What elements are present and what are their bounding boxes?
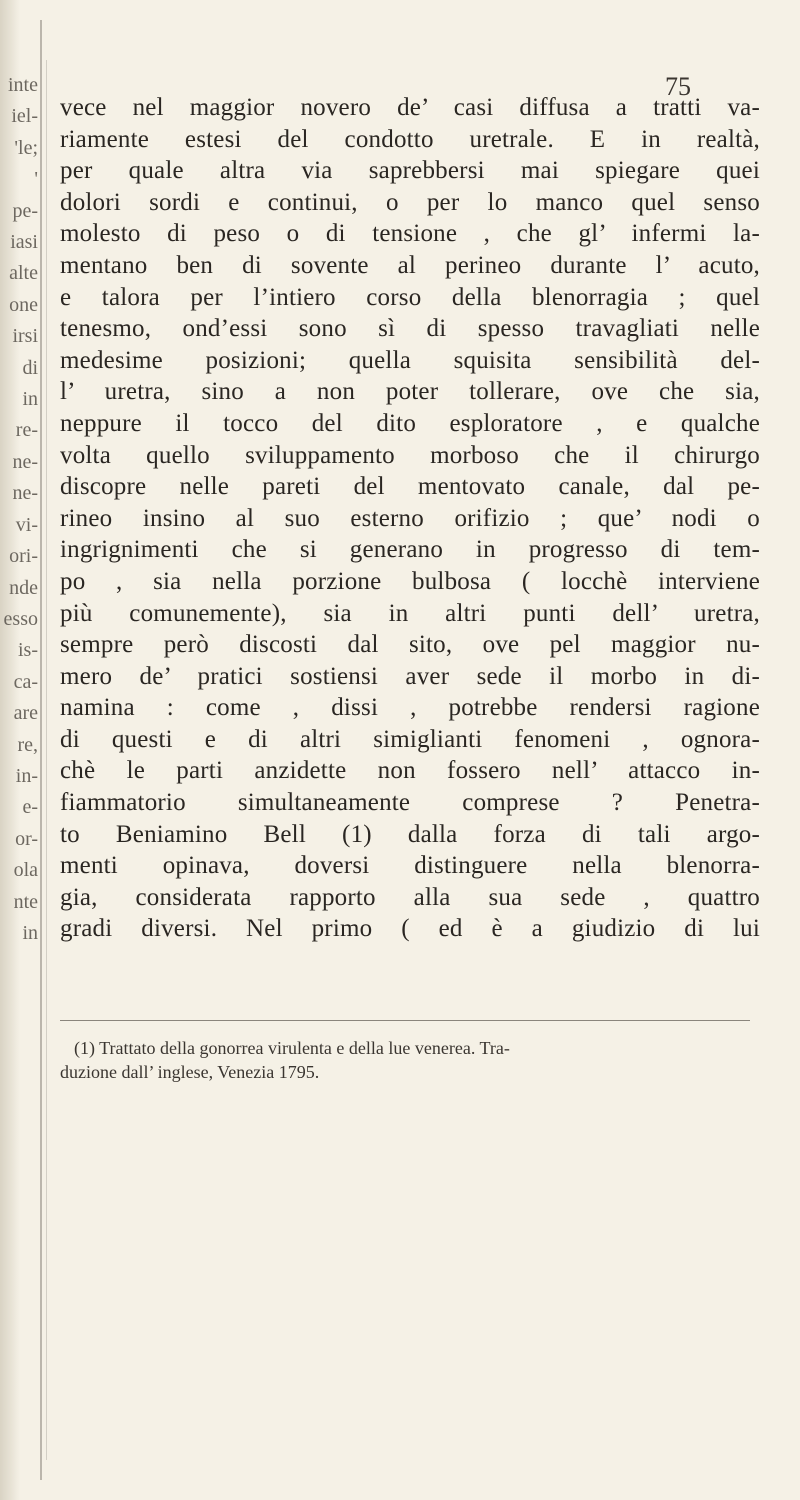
facing-page-fragment: in — [22, 388, 38, 411]
facing-page-fragment: alte — [9, 262, 38, 285]
facing-page-fragment: in — [22, 921, 38, 944]
text-line: vece nel maggior novero de’ casi diffusa a tratti va- — [60, 94, 760, 121]
text-line: gia, considerata rapporto alla sua sede , quattro — [60, 883, 760, 911]
facing-page-fragment: di — [22, 356, 38, 379]
text-line: po , sia nella porzione bulbosa ( locchè interviene — [60, 567, 760, 595]
facing-page-fragment: nte — [13, 890, 38, 913]
facing-page-fragment: nde — [9, 576, 38, 599]
facing-page-fragment: ola — [13, 859, 38, 882]
facing-page-fragment: vi- — [15, 513, 38, 536]
text-line: di questi e di altri simiglianti fenomeni , ognora- — [60, 725, 760, 753]
text-line: ingrignimenti che si generano in progresso di tem- — [60, 536, 760, 564]
facing-page-fragment: re- — [15, 419, 38, 442]
text-line: fiammatorio simultaneamente comprese ? Penetra- — [60, 789, 760, 817]
text-line: rineo insino al suo esterno orifizio ; que’ nodi o — [60, 504, 760, 532]
text-line: neppure il tocco del dito esploratore , e qualche — [60, 409, 760, 437]
text-line: l’ uretra, sino a non poter tollerare, ove che sia, — [60, 378, 760, 406]
facing-page-fragment: ' — [34, 168, 38, 191]
text-line: dolori sordi e continui, o per lo manco quel senso — [60, 188, 760, 216]
footnote-separator — [60, 1020, 750, 1021]
text-line: più comunemente), sia in altri punti dell’ uretra, — [60, 599, 760, 627]
text-line: mentano ben di sovente al perineo durante l’ acuto, — [60, 251, 760, 279]
facing-page-fragment: ne- — [12, 482, 38, 505]
footnote — [60, 1036, 760, 1084]
text-line: molesto di peso o di tensione , che gl’ infermi la- — [60, 220, 760, 248]
binding-edge-line-secondary — [46, 60, 47, 1460]
facing-page-fragment: in- — [15, 764, 38, 787]
text-line: discopre nelle pareti del mentovato canale, dal pe- — [60, 473, 760, 501]
facing-page-fragment: ne- — [12, 450, 38, 473]
facing-page-fragment: are — [13, 702, 38, 725]
page-number: 75 — [665, 72, 691, 101]
facing-page-fragment: inte — [8, 74, 38, 96]
text-line: volta quello sviluppamento morboso che il chirurgo — [60, 441, 760, 469]
facing-page-fragment: or- — [15, 827, 38, 850]
facing-page-fragment: e- — [22, 796, 38, 819]
facing-page-fragment: iel- — [11, 105, 38, 128]
body-text — [60, 92, 760, 945]
facing-page-fragments — [0, 70, 40, 949]
binding-edge-line — [40, 20, 42, 1480]
text-line: chè le parti anzidette non fossero nell’ attacco in- — [60, 757, 760, 785]
text-line: tenesmo, ond’essi sono sì di spesso travagliati nelle — [60, 315, 760, 343]
facing-page-fragment: 'le; — [14, 136, 38, 159]
facing-page-fragment: esso — [3, 607, 38, 630]
facing-page-fragment: ca- — [13, 670, 38, 693]
text-line: e talora per l’intiero corso della blenorragia ; quel — [60, 283, 760, 311]
facing-page-fragment: ori- — [9, 545, 38, 568]
text-line: per quale altra via saprebbersi mai spiegare quei — [60, 157, 760, 185]
text-line: menti opinava, doversi distinguere nella blenorra- — [60, 852, 760, 880]
text-line: medesime posizioni; quella squisita sensibilità del- — [60, 346, 760, 374]
text-line: riamente estesi del condotto uretrale. E in realtà, — [60, 125, 760, 153]
text-line: sempre però discosti dal sito, ove pel maggior nu- — [60, 631, 760, 659]
facing-page-fragment: iasi — [10, 231, 38, 254]
text-line: namina : come , dissi , potrebbe rendersi ragione — [60, 694, 760, 722]
text-line: to Beniamino Bell (1) dalla forza di tali argo- — [60, 820, 760, 848]
text-line: gradi diversi. Nel primo ( ed è a giudizio di lui — [60, 915, 760, 943]
text-line: mero de’ pratici sostiensi aver sede il morbo in di- — [60, 662, 760, 690]
facing-page-fragment: irsi — [12, 325, 38, 348]
footnote-line: duzione dall’ inglese, Venezia 1795. — [60, 1062, 320, 1082]
footnote-line: (1) Trattato della gonorrea virulenta e della lue venerea. Tra- — [74, 1038, 510, 1058]
facing-page-fragment: is- — [18, 639, 38, 662]
facing-page-fragment: re, — [17, 733, 38, 756]
facing-page-fragment: pe- — [12, 199, 38, 222]
facing-page-fragment: one — [9, 293, 38, 316]
